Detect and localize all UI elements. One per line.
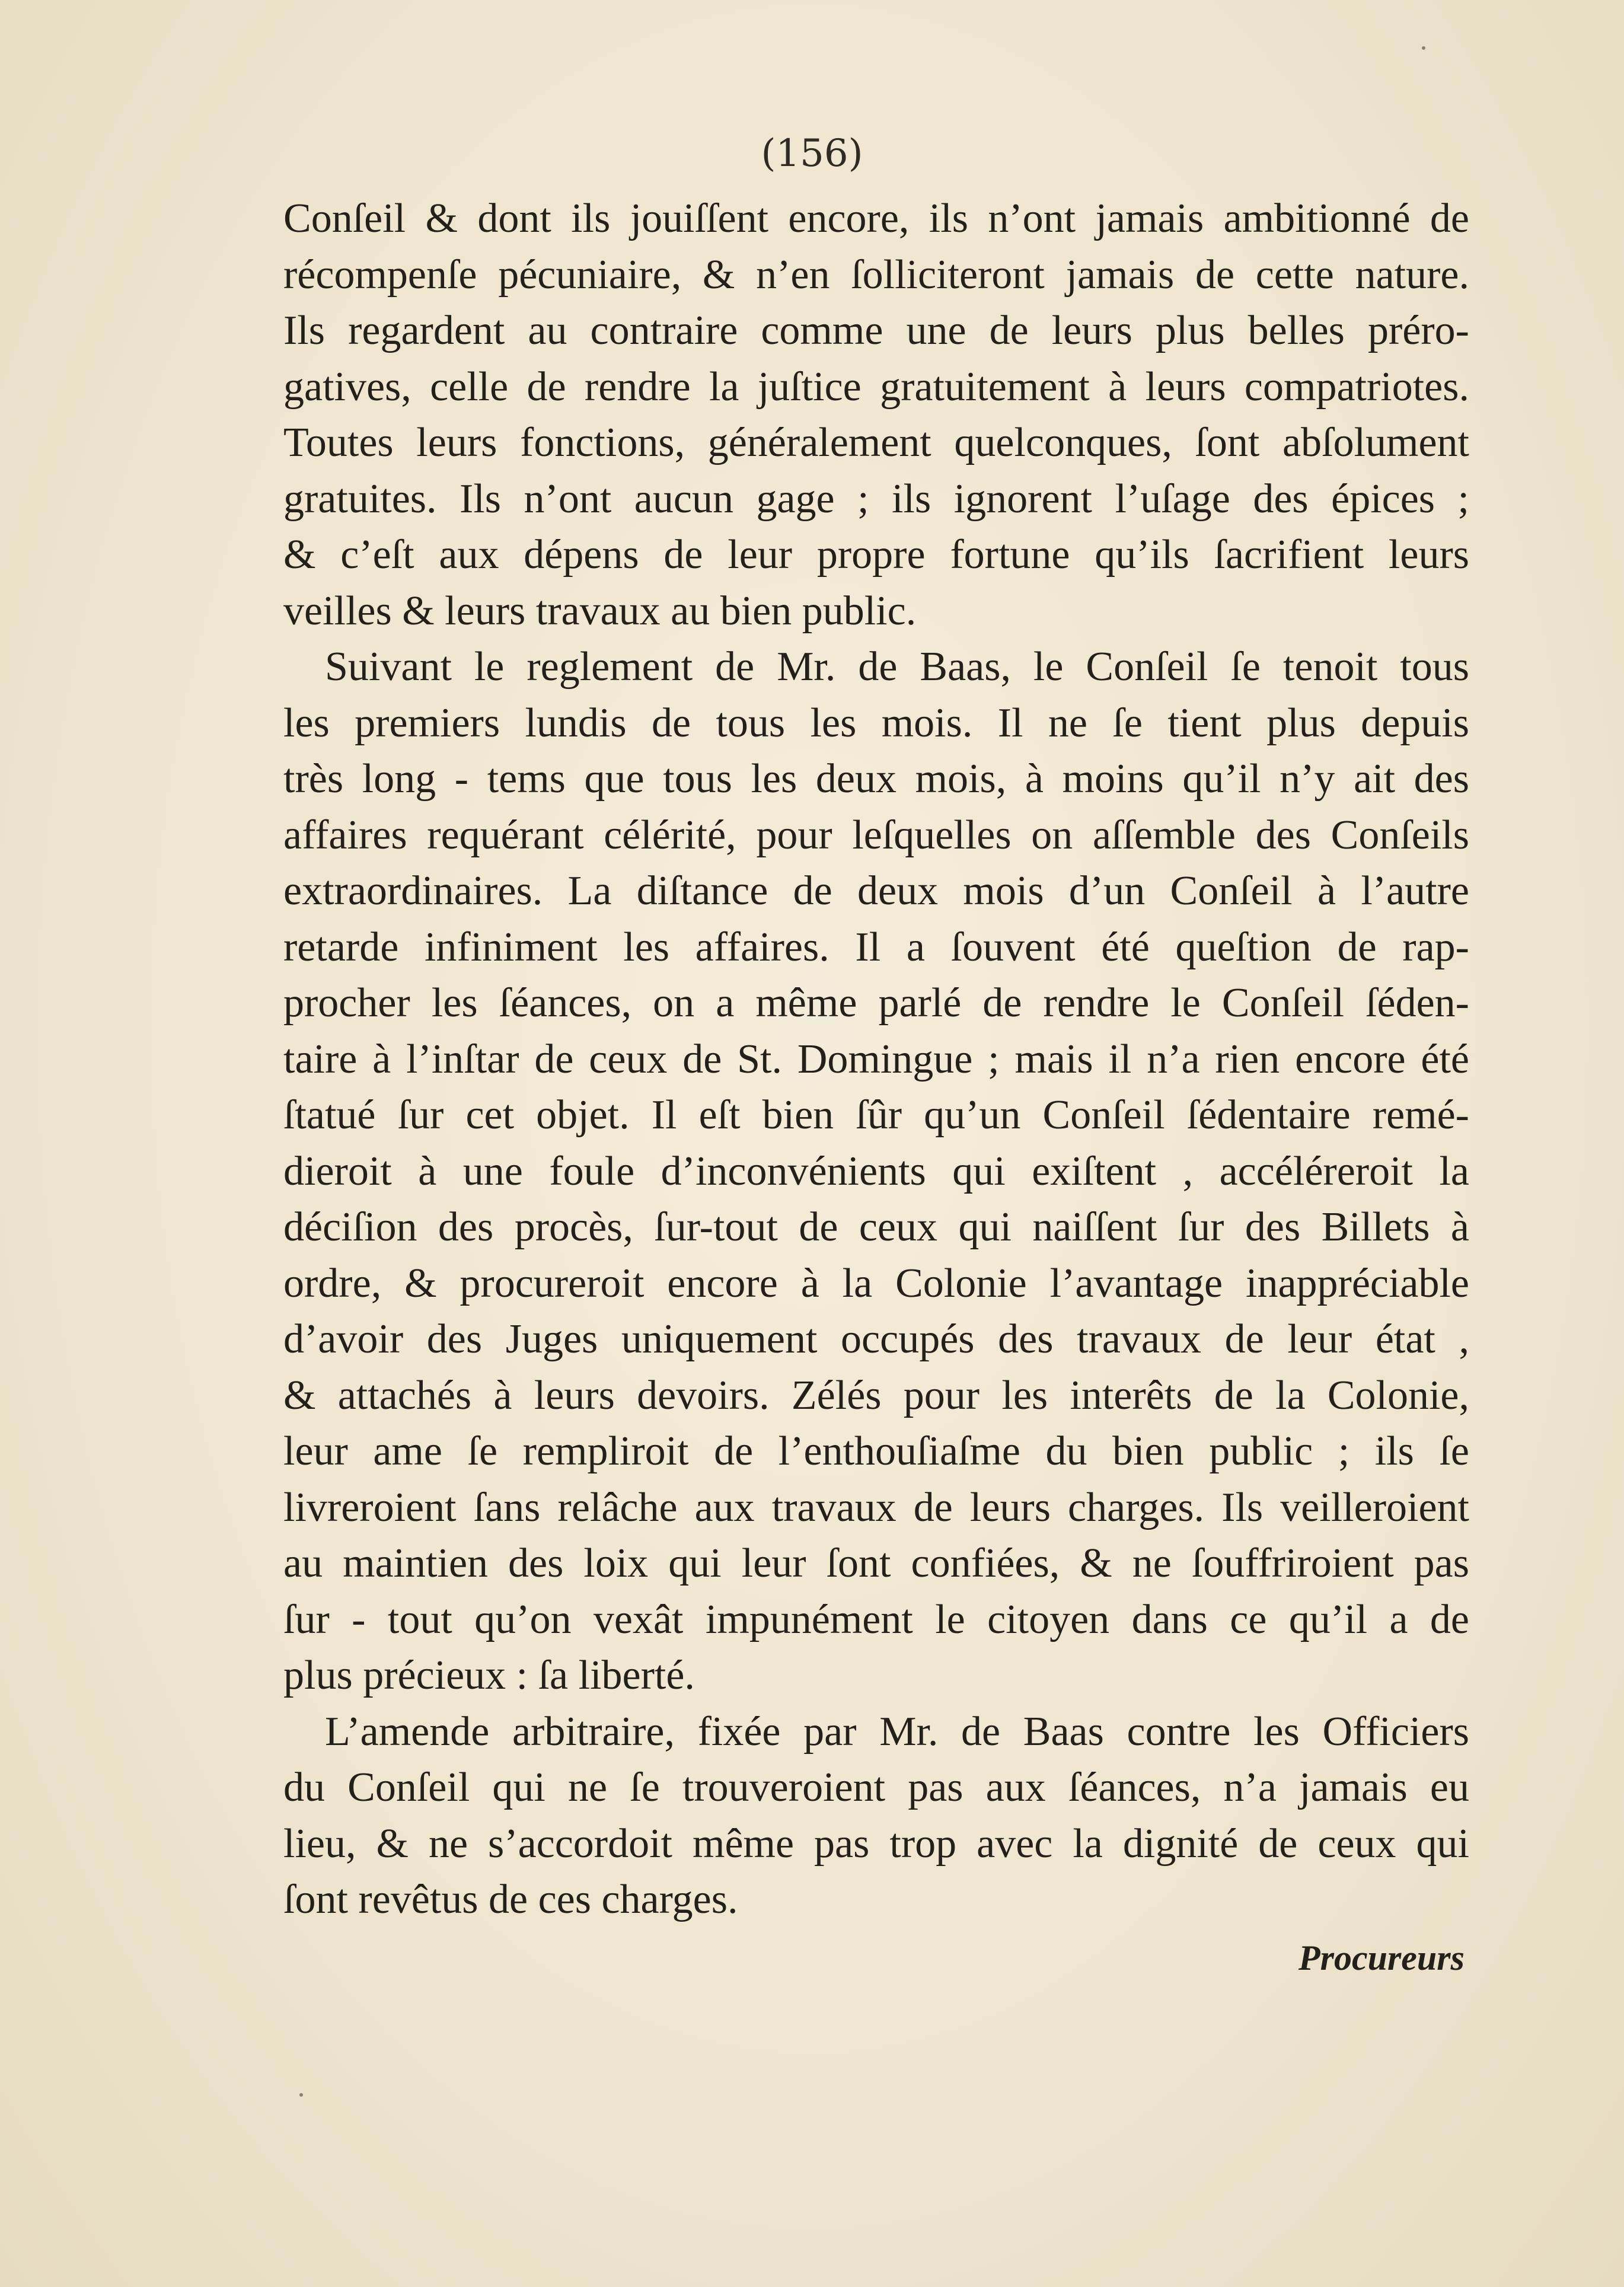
text-line: & attachés à leurs devoirs. Zélés pour les interêts de la Colonie, (283, 1372, 1469, 1418)
text-line: leur ame ſe rempliroit de l’enthouſiaſme du bien public ; ils ſe (283, 1428, 1469, 1474)
text-line: extraordinaires. La diſtance de deux mois d’un Conſeil à l’autre (283, 868, 1469, 914)
text-line: livreroient ſans relâche aux travaux de leurs charges. Ils veilleroient (283, 1484, 1469, 1530)
text-line: veilles & leurs travaux au bien public. (283, 588, 917, 634)
text-line: les premiers lundis de tous les mois. Il ne ſe tient plus depuis (283, 700, 1469, 746)
text-line: gatives, celle de rendre la juſtice gratuitement à leurs compatriotes. (283, 363, 1469, 410)
body-text (283, 191, 1469, 1928)
text-line: affaires requérant célérité, pour leſquelles on aſſemble des Conſeils (283, 812, 1469, 858)
text-line: du Conſeil qui ne ſe trouveroient pas aux ſéances, n’a jamais eu (283, 1765, 1469, 1810)
text-line: au maintien des loix qui leur ſont confiées, & ne ſouffriroient pas (283, 1540, 1469, 1586)
text-line: retarde infiniment les affaires. Il a ſouvent été queſtion de rap- (283, 924, 1469, 970)
catchword: Procureurs (1298, 1938, 1465, 1977)
text-line: déciſion des procès, ſur-tout de ceux qui naiſſent ſur des Billets à (283, 1204, 1469, 1250)
text-line: ordre, & procureroit encore à la Colonie l’avantage inappréciable (283, 1260, 1469, 1306)
text-line: lieu, & ne s’accordoit même pas trop avec la dignité de ceux qui (283, 1820, 1469, 1867)
text-line: ſont revêtus de ces charges. (283, 1877, 738, 1922)
text-line: très long - tems que tous les deux mois, à moins qu’il n’y ait des (283, 756, 1469, 802)
text-line: plus précieux : ſa liberté. (283, 1653, 695, 1698)
page-number: (156) (761, 132, 863, 176)
paper-speck (299, 2093, 303, 2097)
text-line: gratuites. Ils n’ont aucun gage ; ils ignorent l’uſage des épices ; (283, 476, 1469, 522)
text-line: Ils regardent au contraire comme une de leurs plus belles préro- (283, 308, 1469, 353)
text-line: & c’eſt aux dépens de leur propre fortune qu’ils ſacrifient leurs (283, 532, 1469, 578)
text-line: Conſeil & dont ils jouiſſent encore, ils n’ont jamais ambitionné de (283, 196, 1469, 241)
text-line: Suivant le reglement de Mr. de Baas, le Conſeil ſe tenoit tous (325, 644, 1469, 690)
text-line: taire à l’inſtar de ceux de St. Domingue ; mais il n’a rien encore été (283, 1036, 1469, 1082)
text-line: procher les ſéances, on a même parlé de rendre le Conſeil ſéden- (283, 980, 1469, 1026)
text-line: dieroit à une foule d’inconvénients qui exiſtent , accéléreroit la (283, 1148, 1469, 1194)
text-line: ſur - tout qu’on vexât impunément le citoyen dans ce qu’il a de (283, 1596, 1469, 1642)
text-line: Toutes leurs fonctions, généralement quelconques, ſont abſolument (283, 420, 1469, 465)
text-line: L’amende arbitraire, fixée par Mr. de Baas contre les Officiers (325, 1708, 1469, 1755)
text-line: d’avoir des Juges uniquement occupés des travaux de leur état , (283, 1316, 1469, 1362)
text-line: récompenſe pécuniaire, & n’en ſolliciteront jamais de cette nature. (283, 251, 1469, 298)
paper-speck (1422, 46, 1425, 50)
text-line: ſtatué ſur cet objet. Il eſt bien ſûr qu’un Conſeil ſédentaire remé- (283, 1092, 1469, 1138)
